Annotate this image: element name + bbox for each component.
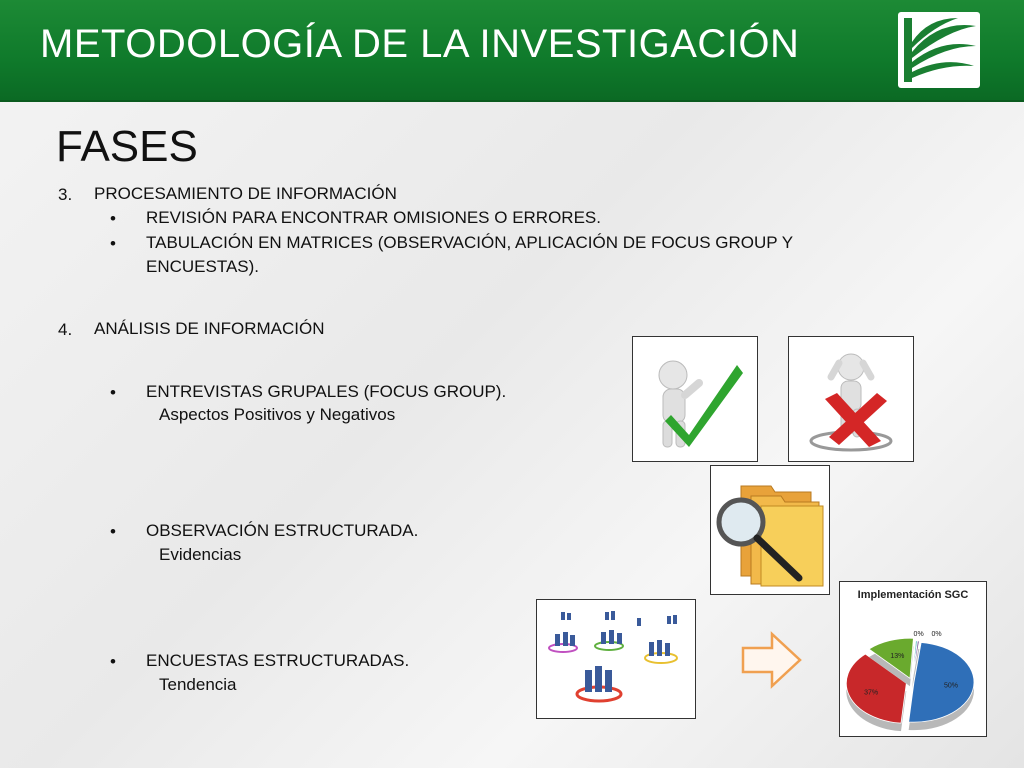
bullet-marker: • <box>110 522 116 541</box>
slide-title: FASES <box>56 122 198 171</box>
header-title: METODOLOGÍA DE LA INVESTIGACIÓN <box>40 22 800 66</box>
bullet-marker: • <box>110 209 116 228</box>
section3-bullet-1: REVISIÓN PARA ENCONTRAR OMISIONES O ERRORES. <box>146 208 601 227</box>
section3-number: 3. <box>58 185 73 204</box>
pie-slice-label: 50% <box>943 682 958 690</box>
person-cross-icon <box>788 336 914 462</box>
chart-title: Implementación SGC <box>857 589 969 601</box>
pie-chart <box>839 581 987 737</box>
pie-slice-label: 0% <box>931 631 942 638</box>
pie-slice-label: 37% <box>864 689 879 697</box>
person-checkmark-icon <box>632 336 758 462</box>
section3-heading: PROCESAMIENTO DE INFORMACIÓN <box>94 184 397 203</box>
bullet-marker: • <box>110 383 116 402</box>
folders-magnifier-icon <box>710 465 830 595</box>
analysis-item-detail: Tendencia <box>159 675 237 694</box>
section3-bullet-2-cont: ENCUESTAS). <box>146 257 260 276</box>
bullet-marker: • <box>110 652 116 671</box>
analysis-item-detail: Aspectos Positivos y Negativos <box>159 405 396 424</box>
palm-leaves-logo <box>898 12 980 88</box>
analysis-item-label: ENCUESTAS ESTRUCTURADAS. <box>146 651 410 670</box>
right-arrow-icon <box>740 630 804 690</box>
people-groups-icon <box>536 599 696 719</box>
analysis-item-label: OBSERVACIÓN ESTRUCTURADA. <box>146 521 419 540</box>
section4-number: 4. <box>58 320 73 339</box>
pie-svg <box>840 582 986 736</box>
bullet-marker: • <box>110 234 116 253</box>
analysis-item-label: ENTREVISTAS GRUPALES (FOCUS GROUP). <box>146 382 507 401</box>
section3-bullet-2: TABULACIÓN EN MATRICES (OBSERVACIÓN, APLICACIÓN DE FOCUS GROUP Y <box>146 233 794 252</box>
section4-heading: ANÁLISIS DE INFORMACIÓN <box>94 319 325 338</box>
analysis-item-detail: Evidencias <box>159 545 242 564</box>
pie-slice-label: 0% <box>913 631 924 638</box>
pie-slice-label: 13% <box>890 652 905 660</box>
header-bar <box>0 0 1024 102</box>
